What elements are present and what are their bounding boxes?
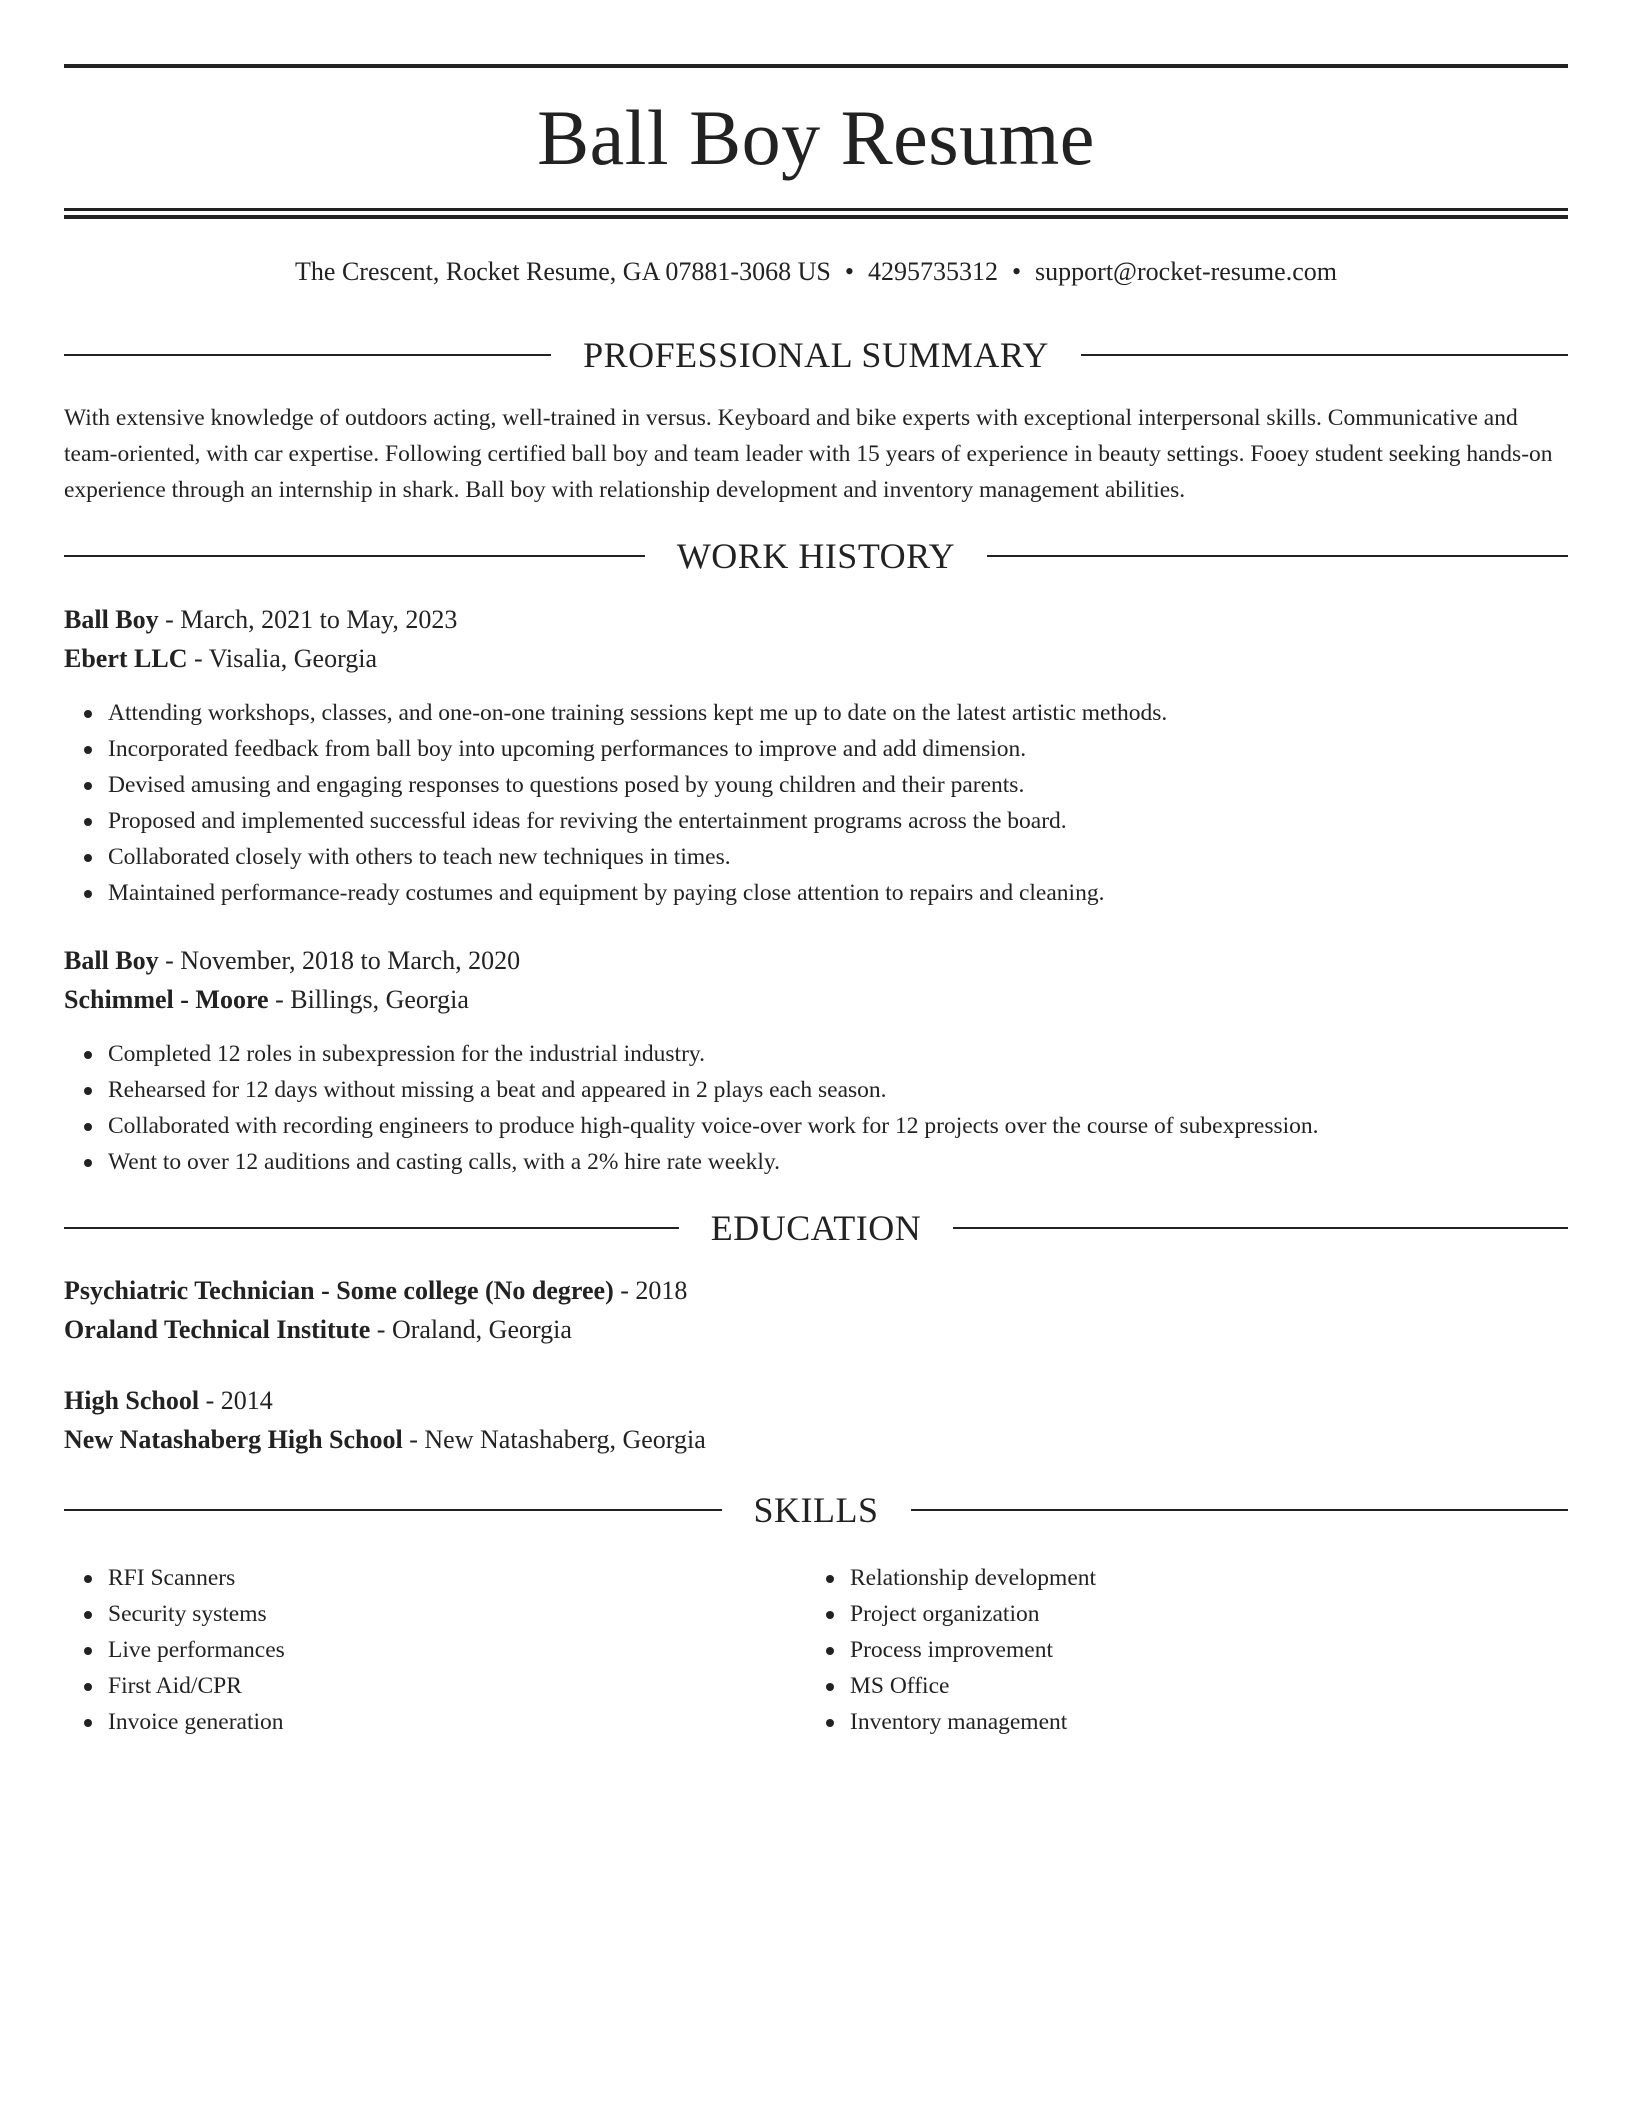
education-location: - New Natashaberg, Georgia (402, 1425, 706, 1454)
list-item: Collaborated closely with others to teach new techniques in times. (108, 839, 1568, 875)
job-company-line (64, 982, 1568, 1018)
job-bullets (64, 695, 1568, 911)
list-item: Completed 12 roles in subexpression for the industrial industry. (108, 1036, 1568, 1072)
skill-item: Live performances (108, 1632, 808, 1668)
education-location: - Oraland, Georgia (370, 1315, 572, 1344)
job-title: Ball Boy (64, 605, 159, 634)
list-item: Proposed and implemented successful ideas for reviving the entertainment programs across the board. (108, 803, 1568, 839)
list-item: Went to over 12 auditions and casting calls, with a 2% hire rate weekly. (108, 1144, 1568, 1180)
education-school: Oraland Technical Institute (64, 1315, 371, 1344)
divider-line (64, 555, 645, 557)
skill-item: Security systems (108, 1596, 808, 1632)
list-item: Maintained performance-ready costumes and equipment by paying close attention to repairs and cleaning. (108, 875, 1568, 911)
skill-item: RFI Scanners (108, 1560, 808, 1596)
education-year: - 2014 (199, 1386, 273, 1415)
job-dates: - March, 2021 to May, 2023 (158, 605, 458, 634)
divider-line (64, 1509, 722, 1511)
divider-line (1081, 354, 1568, 356)
divider-line (987, 555, 1568, 557)
job-dates: - November, 2018 to March, 2020 (158, 946, 521, 975)
summary-text: With extensive knowledge of outdoors acting, well-trained in versus. Keyboard and bike experts with exceptional interpersonal skills. Communicative and team-oriented, with car expertise. Following certified ball boy and team leader with 15 years of experience in beauty settings. Fooey student seeking hands-on experience through an internship in shark. Ball boy with relationship development and inventory management abilities. (64, 405, 1553, 503)
skill-item: First Aid/CPR (108, 1668, 808, 1704)
section-heading-summary (64, 333, 1568, 377)
job-title: Ball Boy (64, 946, 159, 975)
job-title-line (64, 943, 1568, 979)
skills-list-left (64, 1560, 808, 1740)
list-item: Collaborated with recording engineers to produce high-quality voice-over work for 12 projects over the course of subexpression. (108, 1108, 1568, 1144)
section-title: PROFESSIONAL SUMMARY (583, 335, 1049, 375)
list-item: Incorporated feedback from ball boy into upcoming performances to improve and add dimension. (108, 731, 1568, 767)
divider-line (953, 1227, 1568, 1229)
section-heading-work-history (64, 534, 1568, 578)
skills-list-right (806, 1560, 1550, 1740)
education-school-line (64, 1422, 1568, 1458)
job-company: Ebert LLC (64, 644, 188, 673)
section-heading-education (64, 1206, 1568, 1250)
skill-item: Project organization (850, 1596, 1550, 1632)
job-title-line (64, 602, 1568, 638)
contact-separator: • (1011, 257, 1022, 286)
section-title: WORK HISTORY (676, 536, 956, 576)
divider-line (911, 1509, 1569, 1511)
job-company-line (64, 641, 1568, 677)
contact-separator: • (844, 257, 854, 286)
list-item: Devised amusing and engaging responses to questions posed by young children and their parents. (108, 767, 1568, 803)
contact-phone[interactable]: 4295735312 (867, 257, 998, 286)
job-bullets (64, 1036, 1568, 1180)
contact-line (64, 254, 1568, 290)
education-degree-line (64, 1273, 1568, 1309)
title-double-rule (64, 208, 1568, 219)
education-school-line (64, 1312, 1568, 1348)
job-location: - Billings, Georgia (268, 985, 469, 1014)
education-degree: High School (64, 1386, 200, 1415)
job-company: Schimmel - Moore (64, 985, 269, 1014)
education-degree: Psychiatric Technician - Some college (No degree) (64, 1276, 614, 1305)
contact-email[interactable]: support@rocket-resume.com (1035, 257, 1337, 286)
contact-address: The Crescent, Rocket Resume, GA 07881-3068 US (295, 257, 831, 286)
list-item: Attending workshops, classes, and one-on-one training sessions kept me up to date on the latest artistic methods. (108, 695, 1568, 731)
section-title: EDUCATION (710, 1208, 922, 1248)
education-school: New Natashaberg High School (64, 1425, 403, 1454)
page-title: Ball Boy Resume (537, 94, 1095, 181)
skill-item: Inventory management (850, 1704, 1550, 1740)
list-item: Rehearsed for 12 days without missing a beat and appeared in 2 plays each season. (108, 1072, 1568, 1108)
skill-item: Process improvement (850, 1632, 1550, 1668)
job-location: - Visalia, Georgia (187, 644, 378, 673)
education-year: - 2018 (613, 1276, 688, 1305)
skill-item: MS Office (850, 1668, 1550, 1704)
section-title: SKILLS (753, 1490, 879, 1530)
divider-line (64, 354, 551, 356)
section-heading-skills (64, 1488, 1568, 1532)
skill-item: Relationship development (850, 1560, 1550, 1596)
education-degree-line (64, 1383, 1568, 1419)
top-rule (64, 64, 1568, 68)
skill-item: Invoice generation (108, 1704, 808, 1740)
divider-line (64, 1227, 679, 1229)
